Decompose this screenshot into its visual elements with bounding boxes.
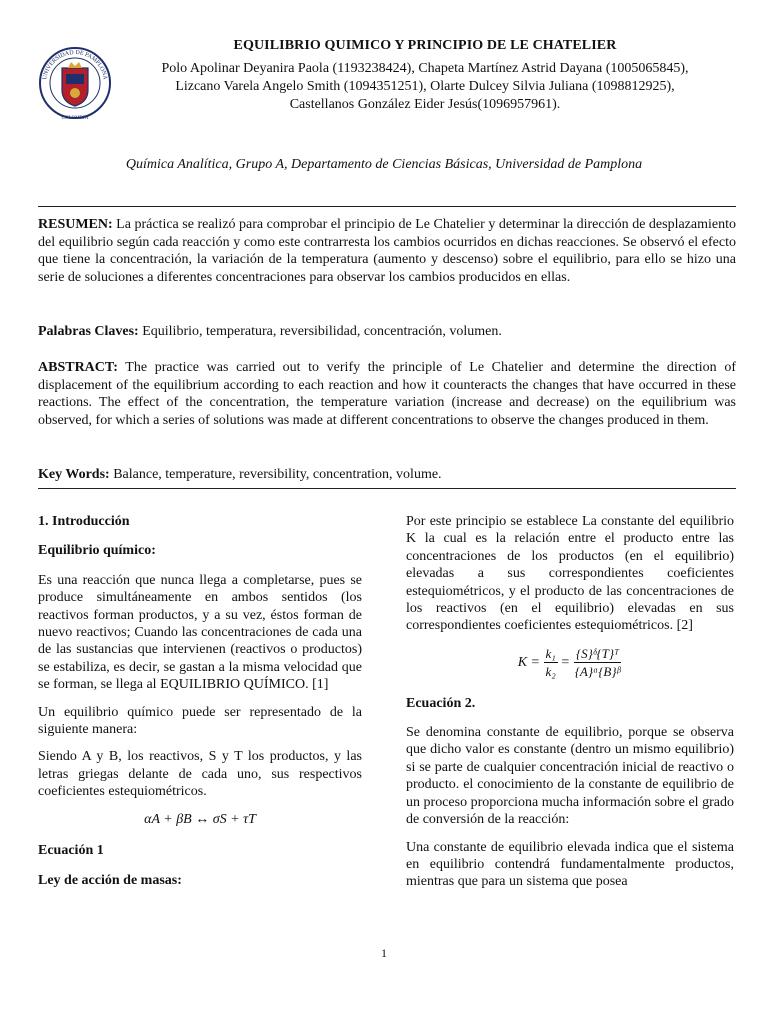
constant-paragraph-1: Por este principio se establece La constante del equilibrio K la cual es la relación entre el producto entre las concentraciones de los productos (en el equilibrio) elevadas a sus correspondientes coeficientes estequiométricos, y el producto de las concentraciones de los reactivos (en el equilibrio) elevadas en sus correspondientes coeficientes estequiométricos. [2] [406,514,734,634]
eq2-fraction-k [544,645,558,681]
affiliation: Química Analítica, Grupo A, Departamento de Ciencias Básicas, Universidad de Pamplona [125,157,643,172]
abstract-text: The practice was carried out to verify the principle of Le Chatelier and determine the direction of displacement of the equilibrium according to each reaction and how it counteracts the changes that have occurred in these reactions. The effect of the concentration, the temperature variation (increase and decrease) on the equilibrium was observed, for which a series of solutions was made at different concentrations to observe the changes produced in them. [38,360,736,428]
author-line: Lizcano Varela Angelo Smith (1094351251), Olarte Dulcey Silvia Juliana (1098812925), [175,79,675,94]
palabras-label: Palabras Claves: [38,324,139,339]
right-column [406,513,734,901]
palabras-claves-paragraph [38,323,736,341]
resumen-paragraph [38,216,736,286]
equation-2-label: Ecuación 2. [406,695,476,711]
seal-bottom-text: COLOMBIA [61,116,89,121]
eq2-fraction-conc [573,645,623,681]
author-line: Polo Apolinar Deyanira Paola (1193238424), Chapeta Martínez Astrid Dayana (1005065845), [161,61,689,76]
keywords-text: Balance, temperature, reversibility, concentration, volume. [109,467,442,482]
seal-ring-text: UNIVERSIDAD DE PAMPLONA [42,49,108,81]
eq2-frac1-num: k₁ [544,645,558,663]
abstract-label: ABSTRACT: [38,360,118,375]
left-column [38,513,362,901]
eq2-frac2-num: {S}ᵟ{T}ᵀ [574,645,621,663]
eq2-lhs: K = [517,654,541,670]
page-number: 1 [381,946,387,960]
eq2-frac1-den: k₂ [545,664,556,680]
constant-paragraph-2: Se denomina constante de equilibrio, porque se observa que dicho valor es constante (dentro un mismo equilibrio) si se parte de cualquier concentración inicial de reactivo o producto. el conocimiento de la constante de equilibrio de un proceso proporciona mucha información sobre el grado de conversión de la reacción: [406,725,734,828]
palabras-text: Equilibrio, temperatura, reversibilidad, concentración, volumen. [138,324,502,339]
eq2-eq-sign: = [561,654,570,670]
author-list [110,60,740,114]
abstract-paragraph [38,359,736,429]
keywords-label: Key Words: [38,467,110,482]
keywords-paragraph [38,466,736,484]
equation-2 [406,645,734,681]
equation-1: αA + βB ↔ σS + τT [144,811,256,827]
resumen-text: La práctica se realizó para comprobar el principio de Le Chatelier y determinar la dirección de desplazamiento del equilibrio según cada reacción y como este contrarresta los cambios ocurridos en dichas reacciones. Se observó el efecto que tiene la concentración, la variación de la temperatura (aumento y descenso) sobre el equilibrio, para ello se hizo una serie de soluciones a diferentes concentraciones para observar los cambios producidos en ellas. [38,217,736,285]
resumen-label: RESUMEN: [38,217,113,232]
intro-paragraph-1: Es una reacción que nunca llega a completarse, pues se produce simultáneamente en ambos sentidos (los reactivos forman productos, y a su vez, éstos forman de nuevo reactivos; Cuando las concentraciones de cada una de las sustancias que intervienen (reactivos o productos) se estabiliza, es decir, se gastan a la misma velocidad que se forman, se llega al EQUILIBRIO QUÍMICO. [1] [38,572,362,693]
law-heading: Ley de acción de masas: [38,872,182,888]
equation-1-label: Ecuación 1 [38,843,104,859]
paper-title: EQUILIBRIO QUIMICO Y PRINCIPIO DE LE CHATELIER [233,38,617,53]
divider-bottom [38,488,736,489]
intro-paragraph-3: Siendo A y B, los reactivos, S y T los productos, y las letras griegas delante de cada uno, sus respectivos coeficientes estequiométricos. [38,749,362,800]
university-seal-icon [38,38,112,128]
subheading-equilibrio: Equilibrio químico: [38,543,156,559]
paper-header [110,38,740,114]
author-line: Castellanos González Eider Jesús(1096957961). [289,97,561,112]
constant-paragraph-3: Una constante de equilibrio elevada indica que el sistema en equilibrio contendrá fundamentalmente productos, mientras que para un sistema que posea [406,839,734,890]
divider-top [38,206,736,207]
intro-paragraph-2: Un equilibrio químico puede ser representado de la siguiente manera: [38,704,362,738]
section-heading: 1. Introducción [38,514,130,529]
eq2-frac2-den: {A}ᵅ{B}ᵝ [574,664,621,680]
